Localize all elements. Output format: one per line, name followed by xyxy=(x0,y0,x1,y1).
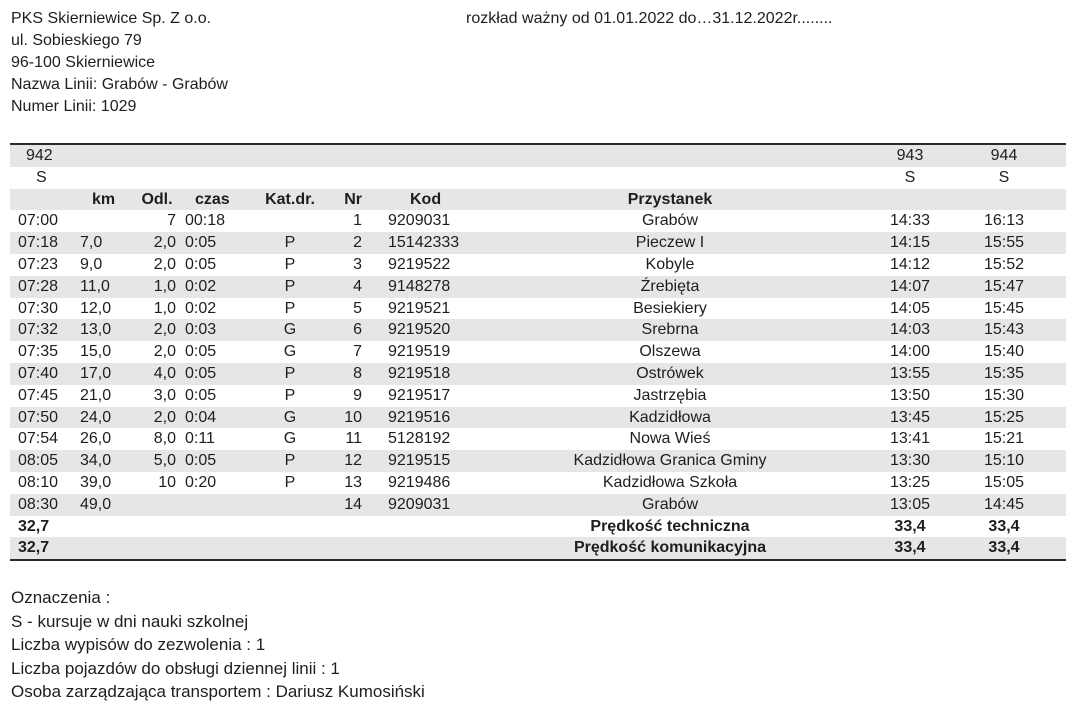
time-943: 13:41 xyxy=(889,430,931,448)
km: 49,0 xyxy=(80,495,112,513)
stop-code: 9219519 xyxy=(388,343,451,361)
road-category: P xyxy=(284,255,296,273)
stop-name: Kobyle xyxy=(645,255,695,273)
col-km: km xyxy=(92,190,116,208)
distance: 8,0 xyxy=(153,430,176,448)
course-943-number: 943 xyxy=(896,147,924,164)
road-category: G xyxy=(283,408,297,426)
time-942: 07:45 xyxy=(18,386,59,404)
stop-name: Kadzidłowa xyxy=(629,408,711,426)
speed-943: 33,4 xyxy=(894,517,926,535)
km: 34,0 xyxy=(80,452,112,470)
stop-code: 9219516 xyxy=(388,408,451,426)
time-943: 14:07 xyxy=(889,277,931,295)
table-row xyxy=(10,428,1066,450)
time-943: 13:50 xyxy=(889,386,931,404)
time-943: 13:25 xyxy=(889,473,931,491)
time-942: 07:50 xyxy=(18,408,59,426)
km: 11,0 xyxy=(80,277,110,295)
col-nr: Nr xyxy=(344,190,362,208)
stop-code: 9219521 xyxy=(388,299,451,317)
travel-time: 00:18 xyxy=(185,212,226,230)
operator-header xyxy=(11,8,228,118)
distance: 3,0 xyxy=(153,386,176,404)
stop-rows xyxy=(10,210,1066,515)
travel-time: 0:02 xyxy=(185,277,217,295)
time-944: 15:25 xyxy=(983,408,1025,426)
company-street: ul. Sobieskiego 79 xyxy=(11,32,142,49)
stop-code: 9219518 xyxy=(388,364,451,382)
course-mark-row xyxy=(10,167,1066,189)
speed-row-commercial xyxy=(10,537,1066,559)
time-944: 15:05 xyxy=(983,473,1025,491)
stop-code: 9219515 xyxy=(388,452,451,470)
km: 13,0 xyxy=(80,321,112,339)
table-row xyxy=(10,319,1066,341)
speed-944: 33,4 xyxy=(988,517,1020,535)
col-kat: Kat.dr. xyxy=(265,190,315,208)
travel-time: 0:05 xyxy=(185,386,217,404)
stop-name: Jastrzębia xyxy=(633,386,707,404)
course-944-number: 944 xyxy=(990,147,1018,164)
stop-code: 5128192 xyxy=(388,430,451,448)
time-942: 08:10 xyxy=(18,473,59,491)
table-row xyxy=(10,494,1066,516)
stop-name: Besiekiery xyxy=(633,299,707,317)
distance: 4,0 xyxy=(153,364,176,382)
time-942: 07:32 xyxy=(18,321,59,339)
stop-number: 3 xyxy=(353,255,362,273)
speed-label: Prędkość komunikacyjna xyxy=(573,539,767,557)
legend-s: S - kursuje w dni nauki szkolnej xyxy=(11,611,249,631)
course-number-row xyxy=(10,145,1066,167)
time-944: 15:52 xyxy=(983,255,1025,273)
km: 7,0 xyxy=(80,234,103,252)
time-944: 15:45 xyxy=(983,299,1025,317)
road-category: G xyxy=(283,321,297,339)
column-header-row xyxy=(10,189,1066,211)
course-942-number: 942 xyxy=(26,147,53,164)
table-row xyxy=(10,254,1066,276)
vehicles-count: Liczba pojazdów do obsługi dziennej linii : 1 xyxy=(11,658,340,678)
table-bottom-rule xyxy=(10,559,1066,561)
travel-time: 0:02 xyxy=(185,299,217,317)
speed-label: Prędkość techniczna xyxy=(590,517,750,535)
course-943-mark: S xyxy=(904,168,916,186)
km: 21,0 xyxy=(80,386,112,404)
table-row xyxy=(10,450,1066,472)
stop-number: 12 xyxy=(344,452,362,470)
travel-time: 0:11 xyxy=(185,430,215,448)
time-942: 07:23 xyxy=(18,255,59,273)
stop-number: 6 xyxy=(353,321,362,339)
col-czas: czas xyxy=(195,190,230,208)
time-944: 14:45 xyxy=(983,495,1025,513)
stop-number: 10 xyxy=(344,408,362,426)
validity-period: rozkład ważny od 01.01.2022 do…31.12.2022r........ xyxy=(466,10,833,27)
company-city: 96-100 Skierniewice xyxy=(11,54,156,71)
time-943: 14:33 xyxy=(889,212,931,230)
time-942: 07:28 xyxy=(18,277,59,295)
time-942: 08:05 xyxy=(18,452,59,470)
stop-number: 7 xyxy=(353,343,362,361)
company-name: PKS Skierniewice Sp. Z o.o. xyxy=(11,10,212,27)
time-943: 14:00 xyxy=(889,343,931,361)
road-category: G xyxy=(283,430,297,448)
speed-944: 33,4 xyxy=(988,539,1020,557)
time-944: 15:43 xyxy=(983,321,1025,339)
time-944: 15:30 xyxy=(983,386,1025,404)
time-942: 08:30 xyxy=(18,495,59,513)
km: 17,0 xyxy=(80,364,112,382)
stop-code: 9219520 xyxy=(388,321,451,339)
stop-code: 9219517 xyxy=(388,386,451,404)
stop-code: 9209031 xyxy=(388,495,451,513)
table-row xyxy=(10,341,1066,363)
km: 24,0 xyxy=(80,408,112,426)
stop-code: 9219522 xyxy=(388,255,451,273)
stop-name: Grabów xyxy=(641,212,699,230)
table-row xyxy=(10,363,1066,385)
stop-number: 4 xyxy=(353,277,362,295)
line-name: Nazwa Linii: Grabów - Grabów xyxy=(11,76,228,93)
transport-manager: Osoba zarządzająca transportem : Dariusz Kumosiński xyxy=(11,682,425,701)
travel-time: 0:03 xyxy=(185,321,217,339)
speed-row-technical xyxy=(10,516,1066,538)
road-category: P xyxy=(284,277,296,295)
road-category: P xyxy=(284,299,296,317)
time-943: 14:15 xyxy=(889,234,931,252)
time-943: 14:12 xyxy=(889,255,931,273)
notes-title: Oznaczenia : xyxy=(11,588,111,607)
travel-time: 0:05 xyxy=(185,343,217,361)
stop-name: Olszewa xyxy=(639,343,701,361)
distance: 2,0 xyxy=(153,255,176,273)
stop-code: 15142333 xyxy=(388,234,460,252)
time-943: 13:30 xyxy=(889,452,931,470)
time-944: 15:47 xyxy=(983,277,1025,295)
travel-time: 0:04 xyxy=(185,408,217,426)
stop-name: Nowa Wieś xyxy=(629,430,711,448)
distance: 2,0 xyxy=(153,408,176,426)
col-kod: Kod xyxy=(410,190,442,208)
time-942: 07:40 xyxy=(18,364,59,382)
road-category: P xyxy=(284,452,296,470)
time-944: 15:40 xyxy=(983,343,1025,361)
col-stop: Przystanek xyxy=(627,190,713,208)
travel-time: 0:05 xyxy=(185,255,217,273)
stop-name: Kadzidłowa Szkoła xyxy=(602,473,738,491)
distance: 1,0 xyxy=(153,299,176,317)
stop-number: 9 xyxy=(353,386,362,404)
km: 15,0 xyxy=(80,343,112,361)
line-number: Numer Linii: 1029 xyxy=(11,98,137,115)
stop-name: Grabów xyxy=(641,495,699,513)
travel-time: 0:20 xyxy=(185,473,217,491)
notes-section xyxy=(11,586,425,704)
time-943: 14:05 xyxy=(889,299,931,317)
speed-942: 32,7 xyxy=(18,539,50,557)
km: 39,0 xyxy=(80,473,112,491)
time-942: 07:00 xyxy=(18,212,59,230)
stop-name: Źrebięta xyxy=(640,277,700,295)
time-943: 13:55 xyxy=(889,364,931,382)
stop-number: 13 xyxy=(344,473,362,491)
time-943: 14:03 xyxy=(889,321,931,339)
stop-number: 8 xyxy=(353,364,362,382)
distance: 5,0 xyxy=(153,452,176,470)
time-942: 07:18 xyxy=(18,234,59,252)
road-category: P xyxy=(284,473,296,491)
time-944: 15:10 xyxy=(983,452,1025,470)
travel-time: 0:05 xyxy=(185,452,217,470)
timetable xyxy=(10,143,1066,561)
km: 9,0 xyxy=(80,255,103,273)
distance: 7 xyxy=(167,212,176,230)
stop-code: 9209031 xyxy=(388,212,451,230)
table-row xyxy=(10,298,1066,320)
speed-942: 32,7 xyxy=(18,517,50,535)
distance: 1,0 xyxy=(153,277,176,295)
distance: 10 xyxy=(158,473,176,491)
km: 26,0 xyxy=(80,430,112,448)
speed-943: 33,4 xyxy=(894,539,926,557)
time-942: 07:35 xyxy=(18,343,59,361)
time-943: 13:45 xyxy=(889,408,931,426)
time-944: 15:55 xyxy=(983,234,1025,252)
stop-number: 11 xyxy=(345,430,362,448)
stop-number: 2 xyxy=(353,234,362,252)
road-category: P xyxy=(284,386,296,404)
table-row xyxy=(10,210,1066,232)
table-row xyxy=(10,385,1066,407)
time-943: 13:05 xyxy=(889,495,931,513)
road-category: P xyxy=(284,234,296,252)
table-row xyxy=(10,472,1066,494)
time-944: 16:13 xyxy=(983,212,1025,230)
permits-count: Liczba wypisów do zezwolenia : 1 xyxy=(11,635,266,654)
stop-name: Srebrna xyxy=(641,321,699,339)
table-row xyxy=(10,276,1066,298)
time-942: 07:54 xyxy=(18,430,59,448)
stop-code: 9219486 xyxy=(388,473,451,491)
stop-name: Kadzidłowa Granica Gminy xyxy=(573,452,767,470)
stop-code: 9148278 xyxy=(388,277,451,295)
table-row xyxy=(10,407,1066,429)
distance: 2,0 xyxy=(153,343,176,361)
time-944: 15:21 xyxy=(983,430,1025,448)
time-942: 07:30 xyxy=(18,299,59,317)
course-944-mark: S xyxy=(998,168,1010,186)
stop-number: 5 xyxy=(353,299,362,317)
stop-name: Pieczew I xyxy=(635,234,705,252)
stop-name: Ostrówek xyxy=(636,364,704,382)
col-odl: Odl. xyxy=(141,190,173,208)
distance: 2,0 xyxy=(153,234,176,252)
km: 12,0 xyxy=(80,299,112,317)
time-944: 15:35 xyxy=(983,364,1025,382)
travel-time: 0:05 xyxy=(185,364,217,382)
road-category: G xyxy=(283,343,297,361)
table-row xyxy=(10,232,1066,254)
road-category: P xyxy=(284,364,296,382)
stop-number: 14 xyxy=(344,495,362,513)
course-942-mark: S xyxy=(36,168,47,186)
distance: 2,0 xyxy=(153,321,176,339)
travel-time: 0:05 xyxy=(185,234,217,252)
stop-number: 1 xyxy=(353,212,362,230)
